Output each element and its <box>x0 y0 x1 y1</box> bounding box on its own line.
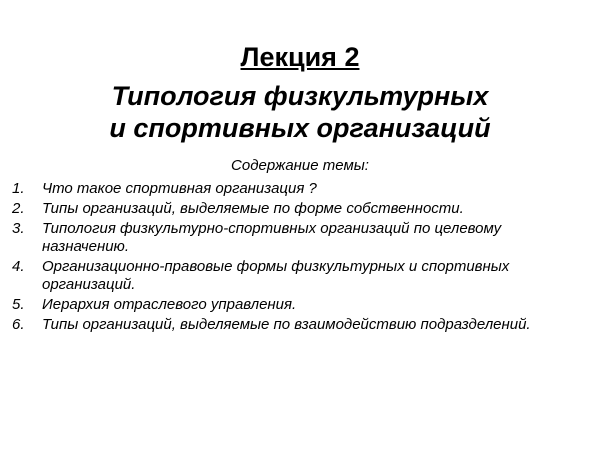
list-item-number: 2. <box>12 199 25 217</box>
lecture-title: Лекция 2 <box>240 42 360 72</box>
topic-title-line-1: Типология физкультурных <box>111 81 489 111</box>
list-item <box>0 258 600 294</box>
list-item-label: Организационно-правовые формы физкультурных и спортивных организаций. <box>42 257 510 293</box>
topic-title <box>0 81 600 145</box>
list-item <box>0 296 600 314</box>
list-item-number: 5. <box>12 295 25 313</box>
list-item <box>0 200 600 218</box>
list-item <box>0 180 600 198</box>
slide-container <box>0 42 600 457</box>
contents-list <box>0 180 600 334</box>
list-item-label: Типология физкультурно-спортивных организаций по целевому назначению. <box>42 219 502 255</box>
list-item-label: Что такое спортивная организация ? <box>42 179 317 197</box>
list-item-number: 1. <box>12 179 25 197</box>
list-item <box>0 220 600 256</box>
list-item <box>0 316 600 334</box>
list-item-number: 3. <box>12 219 25 237</box>
contents-label: Содержание темы: <box>231 156 369 174</box>
list-item-label: Иерархия отраслевого управления. <box>42 295 297 313</box>
list-item-label: Типы организаций, выделяемые по форме собственности. <box>42 199 464 217</box>
list-item-label: Типы организаций, выделяемые по взаимодействию подразделений. <box>42 315 531 333</box>
topic-title-line-2: и спортивных организаций <box>109 112 491 143</box>
list-item-number: 4. <box>12 257 25 275</box>
list-item-number: 6. <box>12 315 25 333</box>
